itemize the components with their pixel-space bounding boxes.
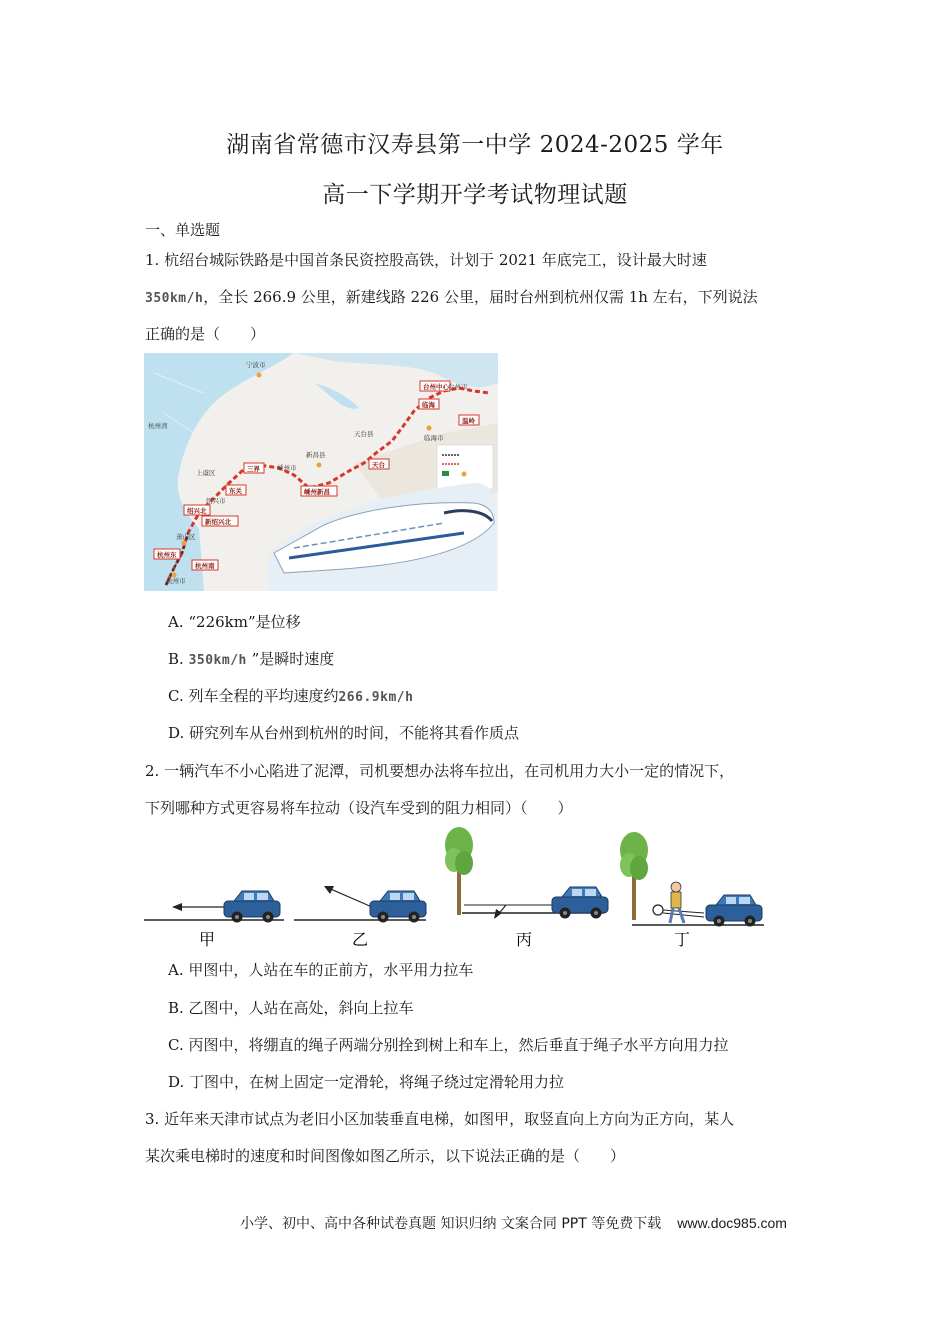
station-hangzhou-south: 杭州南 [195,562,215,570]
footer [240,1213,787,1233]
station-shengzhou-xinchang: 嵊州新昌 [304,488,330,496]
q1-option-b-text: ”是瞬时速度 [246,650,335,668]
q1-option-b-formula: 350km/h [188,653,247,668]
figure-jia [144,891,284,949]
footer-url[interactable]: www.doc985.com [677,1215,787,1231]
city-shangyu: 上虞区 [196,469,216,477]
q3-line-2: 某次乘电梯时的速度和时间图像如图乙所示，以下说法正确的是（ ） [145,1147,626,1165]
city-shaoxing: 绍兴市 [206,497,226,505]
station-dongguan: 东关 [229,487,242,495]
q1-option-c-formula: 266.9km/h [338,690,414,705]
city-linhai: 临海市 [424,434,444,442]
city-taizhou: 台州市 [448,383,468,391]
q1-speed-formula: 350km/h [145,291,204,306]
city-hangzhou-bay: 杭州湾 [148,422,168,430]
station-linhai: 临海 [422,401,435,409]
q2-option-c: C. 丙图中，将绷直的绳子两端分别拴到树上和车上，然后垂直于绳子水平方向用力拉 [168,1036,729,1054]
q1-option-b [168,648,334,669]
q2-line-1: 2. 一辆汽车不小心陷进了泥潭，司机要想办法将车拉出，在司机用力大小一定的情况下， [145,762,735,780]
q2-option-a: A. 甲图中，人站在车的正前方，水平用力拉车 [168,961,474,979]
city-ningbo: 宁波市 [246,361,266,369]
label-yi: 乙 [352,930,369,949]
label-ding: 丁 [674,930,691,949]
page-subtitle: 高一下学期开学考试物理试题 [322,182,628,208]
figure-yi [294,886,426,949]
q1-option-a: A. “226km”是位移 [168,613,301,631]
footer-text: 小学、初中、高中各种试卷真题 知识归纳 文案合同 PPT 等免费下载 [240,1216,662,1232]
station-sanjie: 三界 [247,465,260,473]
city-shengzhou: 嵊州市 [277,464,297,472]
station-wenling: 温岭 [462,417,475,425]
q2-option-b: B. 乙图中，人站在高处，斜向上拉车 [168,999,414,1017]
station-new-shaoxing-north: 新绍兴北 [205,518,231,526]
label-bing: 丙 [516,930,533,949]
q1-line-2-text: ，全长 266.9 公里，新建线路 226 公里，届时台州到杭州仅需 1h 左右，下列说法 [203,288,758,306]
q2-option-d: D. 丁图中，在树上固定一定滑轮，将绳子绕过定滑轮用力拉 [168,1073,565,1091]
q1-line-2 [145,286,758,307]
q2-line-2: 下列哪种方式更容易将车拉动（设汽车受到的阻力相同）（ ） [145,799,573,817]
q1-line-3: 正确的是（ ） [145,325,266,343]
station-shaoxing-north: 绍兴北 [187,507,207,515]
q1-line-1: 1. 杭绍台城际铁路是中国首条民资控股高铁，计划于 2021 年底完工，设计最大时速 [145,251,707,269]
q1-railway-map [144,353,498,591]
city-hangzhou: 杭州市 [166,577,186,585]
label-jia: 甲 [199,930,216,949]
city-xinchang: 新昌县 [306,451,326,459]
station-tiantai: 天台 [372,461,385,469]
city-tiantai: 天台县 [354,430,374,438]
q1-option-d: D. 研究列车从台州到杭州的时间，不能将其看作质点 [168,724,520,742]
q1-option-c-text: C. 列车全程的平均速度约 [168,687,339,705]
city-xiaoshan: 萧山区 [176,533,196,541]
figure-bing [445,827,608,949]
section-heading: 一、单选题 [145,221,221,239]
q1-option-c [168,685,413,706]
q3-line-1: 3. 近年来天津市试点为老旧小区加装垂直电梯，如图甲，取竖直向上方向为正方向，某人 [145,1110,735,1128]
q2-car-figure [144,825,784,950]
q1-option-b-prefix: B. [168,650,189,668]
station-taizhou-center: 台州中心 [423,383,449,391]
figure-ding [620,832,764,949]
station-hangzhou-east: 杭州东 [157,551,177,559]
page-title: 湖南省常德市汉寿县第一中学 2024-2025 学年 [226,132,724,158]
